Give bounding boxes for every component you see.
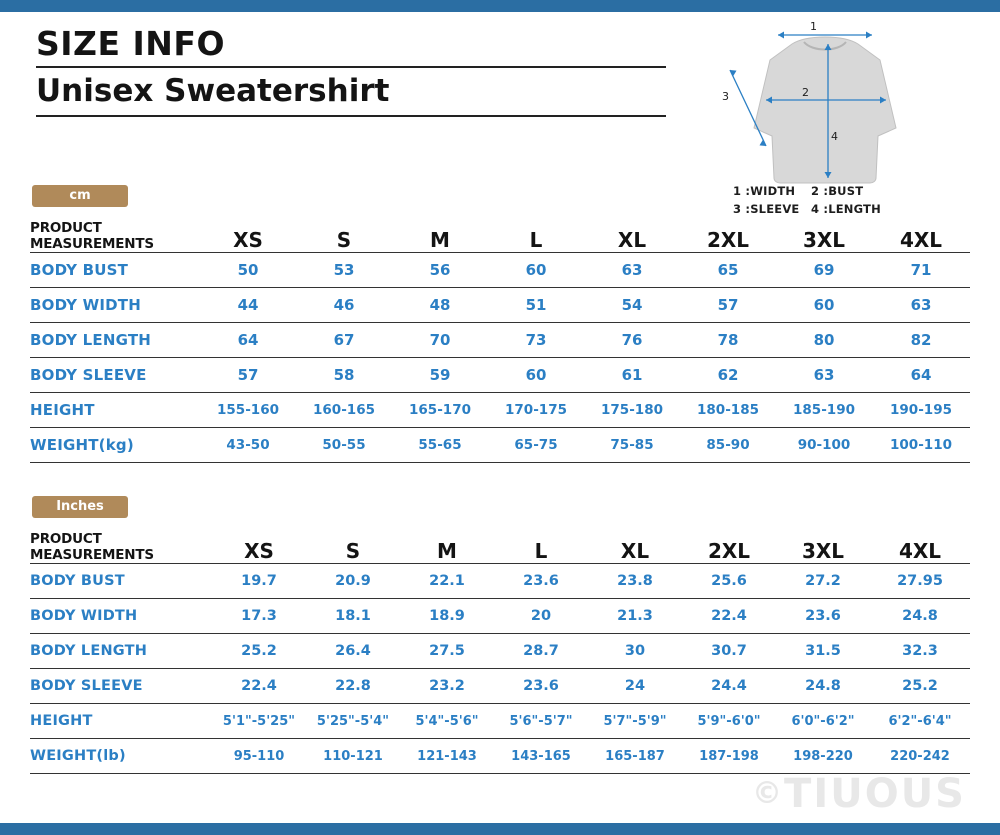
table-row <box>30 358 970 393</box>
legend-item-length: 4 :LENGTH <box>811 202 881 217</box>
watermark <box>752 771 966 817</box>
cm-table-header-row <box>30 220 970 253</box>
inches-row-label-body-length: BODY LENGTH <box>30 634 212 669</box>
cm-bust-2xl: 65 <box>680 253 776 288</box>
cm-length-3xl: 80 <box>776 323 872 358</box>
diagram-marker-4: 4 <box>831 130 838 143</box>
table-row <box>30 634 970 669</box>
cm-width-l: 51 <box>488 288 584 323</box>
inches-width-2xl: 22.4 <box>682 599 776 634</box>
copyright-icon: © <box>752 776 785 811</box>
inches-weight-3xl: 198-220 <box>776 739 870 774</box>
cm-sleeve-3xl: 63 <box>776 358 872 393</box>
inches-length-3xl: 31.5 <box>776 634 870 669</box>
table-row <box>30 288 970 323</box>
cm-weight-m: 55-65 <box>392 428 488 463</box>
cm-bust-xl: 63 <box>584 253 680 288</box>
cm-row-label-body-length: BODY LENGTH <box>30 323 200 358</box>
inches-length-l: 28.7 <box>494 634 588 669</box>
cm-weight-l: 65-75 <box>488 428 584 463</box>
table-row <box>30 669 970 704</box>
diagram-marker-2: 2 <box>802 86 809 99</box>
cm-weight-s: 50-55 <box>296 428 392 463</box>
title-divider-top <box>36 66 666 68</box>
legend-item-width: 1 :WIDTH <box>733 184 796 198</box>
inches-length-xl: 30 <box>588 634 682 669</box>
legend-item-sleeve: 3 :SLEEVE <box>733 202 800 217</box>
inches-height-l: 5'6"-5'7" <box>494 704 588 739</box>
cm-height-m: 165-170 <box>392 393 488 428</box>
cm-size-4xl: 4XL <box>899 228 943 252</box>
inches-bust-4xl: 27.95 <box>870 564 970 599</box>
diagram-marker-3: 3 <box>722 90 729 103</box>
inches-row-label-height: HEIGHT <box>30 704 212 739</box>
table-row <box>30 599 970 634</box>
inches-height-xl: 5'7"-5'9" <box>588 704 682 739</box>
inches-width-s: 18.1 <box>306 599 400 634</box>
inches-row-label-weight: WEIGHT(lb) <box>30 739 212 774</box>
inches-size-xs: XS <box>244 539 274 563</box>
unit-badge-inches: Inches <box>32 496 128 518</box>
inches-bust-2xl: 25.6 <box>682 564 776 599</box>
table-row <box>30 739 970 774</box>
table-row <box>30 393 970 428</box>
cm-weight-3xl: 90-100 <box>776 428 872 463</box>
inches-size-4xl: 4XL <box>898 539 942 563</box>
cm-sleeve-s: 58 <box>296 358 392 393</box>
cm-width-xl: 54 <box>584 288 680 323</box>
inches-height-xs: 5'1"-5'25" <box>212 704 306 739</box>
inches-sleeve-4xl: 25.2 <box>870 669 970 704</box>
cm-length-xs: 64 <box>200 323 296 358</box>
inches-sleeve-s: 22.8 <box>306 669 400 704</box>
inches-width-4xl: 24.8 <box>870 599 970 634</box>
cm-bust-xs: 50 <box>200 253 296 288</box>
inches-weight-xs: 95-110 <box>212 739 306 774</box>
cm-width-s: 46 <box>296 288 392 323</box>
cm-bust-4xl: 71 <box>872 253 970 288</box>
cm-sleeve-l: 60 <box>488 358 584 393</box>
inches-bust-xs: 19.7 <box>212 564 306 599</box>
cm-weight-xl: 75-85 <box>584 428 680 463</box>
page-title: SIZE INFO <box>36 24 225 63</box>
cm-sleeve-xl: 61 <box>584 358 680 393</box>
cm-sleeve-4xl: 64 <box>872 358 970 393</box>
cm-height-xl: 175-180 <box>584 393 680 428</box>
inches-sleeve-xl: 24 <box>588 669 682 704</box>
inches-sleeve-2xl: 24.4 <box>682 669 776 704</box>
cm-length-xl: 76 <box>584 323 680 358</box>
inches-height-3xl: 6'0"-6'2" <box>776 704 870 739</box>
cm-width-4xl: 63 <box>872 288 970 323</box>
inches-width-l: 20 <box>494 599 588 634</box>
inches-length-2xl: 30.7 <box>682 634 776 669</box>
cm-bust-3xl: 69 <box>776 253 872 288</box>
inches-height-s: 5'25"-5'4" <box>306 704 400 739</box>
table-row <box>30 323 970 358</box>
cm-height-l: 170-175 <box>488 393 584 428</box>
inches-weight-m: 121-143 <box>400 739 494 774</box>
cm-weight-4xl: 100-110 <box>872 428 970 463</box>
inches-height-4xl: 6'2"-6'4" <box>870 704 970 739</box>
cm-row-label-body-sleeve: BODY SLEEVE <box>30 358 200 393</box>
cm-size-2xl: 2XL <box>706 228 750 252</box>
cm-height-xs: 155-160 <box>200 393 296 428</box>
cm-row-label-body-bust: BODY BUST <box>30 253 200 288</box>
inches-size-xl: XL <box>620 539 650 563</box>
table-row <box>30 564 970 599</box>
inches-sleeve-xs: 22.4 <box>212 669 306 704</box>
cm-length-4xl: 82 <box>872 323 970 358</box>
inches-width-3xl: 23.6 <box>776 599 870 634</box>
inches-weight-s: 110-121 <box>306 739 400 774</box>
cm-row-label-body-width: BODY WIDTH <box>30 288 200 323</box>
watermark-text: TIUOUS <box>784 771 966 817</box>
inches-sleeve-m: 23.2 <box>400 669 494 704</box>
inches-height-2xl: 5'9"-6'0" <box>682 704 776 739</box>
cm-sleeve-xs: 57 <box>200 358 296 393</box>
diagram-legend <box>733 182 881 219</box>
cm-size-s: S <box>336 228 352 252</box>
cm-size-table <box>30 220 970 463</box>
cm-size-l: L <box>529 228 543 252</box>
inches-measurements-header: PRODUCT MEASUREMENTS <box>30 531 154 563</box>
inches-table-header-row <box>30 531 970 564</box>
table-row <box>30 704 970 739</box>
legend-row-1 <box>733 182 881 200</box>
table-row <box>30 253 970 288</box>
inches-size-table <box>30 531 970 774</box>
cm-length-s: 67 <box>296 323 392 358</box>
legend-row-2 <box>733 200 881 218</box>
page-inner <box>0 12 1000 823</box>
inches-row-label-body-width: BODY WIDTH <box>30 599 212 634</box>
cm-size-m: M <box>430 228 450 252</box>
cm-height-4xl: 190-195 <box>872 393 970 428</box>
inches-length-s: 26.4 <box>306 634 400 669</box>
inches-length-xs: 25.2 <box>212 634 306 669</box>
inches-size-m: M <box>437 539 457 563</box>
title-divider-bottom <box>36 115 666 117</box>
cm-length-m: 70 <box>392 323 488 358</box>
inches-sleeve-l: 23.6 <box>494 669 588 704</box>
header <box>36 26 666 123</box>
cm-size-xs: XS <box>233 228 263 252</box>
inches-size-s: S <box>345 539 361 563</box>
cm-weight-xs: 43-50 <box>200 428 296 463</box>
cm-sleeve-m: 59 <box>392 358 488 393</box>
cm-weight-2xl: 85-90 <box>680 428 776 463</box>
cm-size-3xl: 3XL <box>802 228 846 252</box>
cm-height-s: 160-165 <box>296 393 392 428</box>
inches-size-3xl: 3XL <box>801 539 845 563</box>
inches-bust-3xl: 27.2 <box>776 564 870 599</box>
inches-length-4xl: 32.3 <box>870 634 970 669</box>
cm-width-xs: 44 <box>200 288 296 323</box>
page-subtitle: Unisex Sweatershirt <box>36 73 390 110</box>
inches-size-l: L <box>534 539 548 563</box>
inches-sleeve-3xl: 24.8 <box>776 669 870 704</box>
inches-row-label-body-bust: BODY BUST <box>30 564 212 599</box>
cm-height-3xl: 185-190 <box>776 393 872 428</box>
inches-width-xl: 21.3 <box>588 599 682 634</box>
unit-badge-cm: cm <box>32 185 128 207</box>
inches-weight-xl: 165-187 <box>588 739 682 774</box>
inches-bust-l: 23.6 <box>494 564 588 599</box>
inches-bust-xl: 23.8 <box>588 564 682 599</box>
cm-width-3xl: 60 <box>776 288 872 323</box>
cm-size-xl: XL <box>617 228 647 252</box>
cm-length-l: 73 <box>488 323 584 358</box>
diagram-marker-1: 1 <box>810 20 817 33</box>
inches-height-m: 5'4"-5'6" <box>400 704 494 739</box>
inches-length-m: 27.5 <box>400 634 494 669</box>
cm-row-label-weight: WEIGHT(kg) <box>30 428 200 463</box>
cm-bust-s: 53 <box>296 253 392 288</box>
inches-weight-l: 143-165 <box>494 739 588 774</box>
inches-row-label-body-sleeve: BODY SLEEVE <box>30 669 212 704</box>
cm-height-2xl: 180-185 <box>680 393 776 428</box>
cm-row-label-height: HEIGHT <box>30 393 200 428</box>
inches-width-xs: 17.3 <box>212 599 306 634</box>
inches-bust-m: 22.1 <box>400 564 494 599</box>
inches-weight-2xl: 187-198 <box>682 739 776 774</box>
inches-width-m: 18.9 <box>400 599 494 634</box>
cm-length-2xl: 78 <box>680 323 776 358</box>
cm-bust-m: 56 <box>392 253 488 288</box>
inches-weight-4xl: 220-242 <box>870 739 970 774</box>
cm-bust-l: 60 <box>488 253 584 288</box>
cm-width-m: 48 <box>392 288 488 323</box>
table-row <box>30 428 970 463</box>
inches-size-2xl: 2XL <box>707 539 751 563</box>
cm-width-2xl: 57 <box>680 288 776 323</box>
cm-measurements-header: PRODUCT MEASUREMENTS <box>30 220 154 252</box>
cm-sleeve-2xl: 62 <box>680 358 776 393</box>
inches-bust-s: 20.9 <box>306 564 400 599</box>
legend-item-bust: 2 :BUST <box>811 184 864 198</box>
